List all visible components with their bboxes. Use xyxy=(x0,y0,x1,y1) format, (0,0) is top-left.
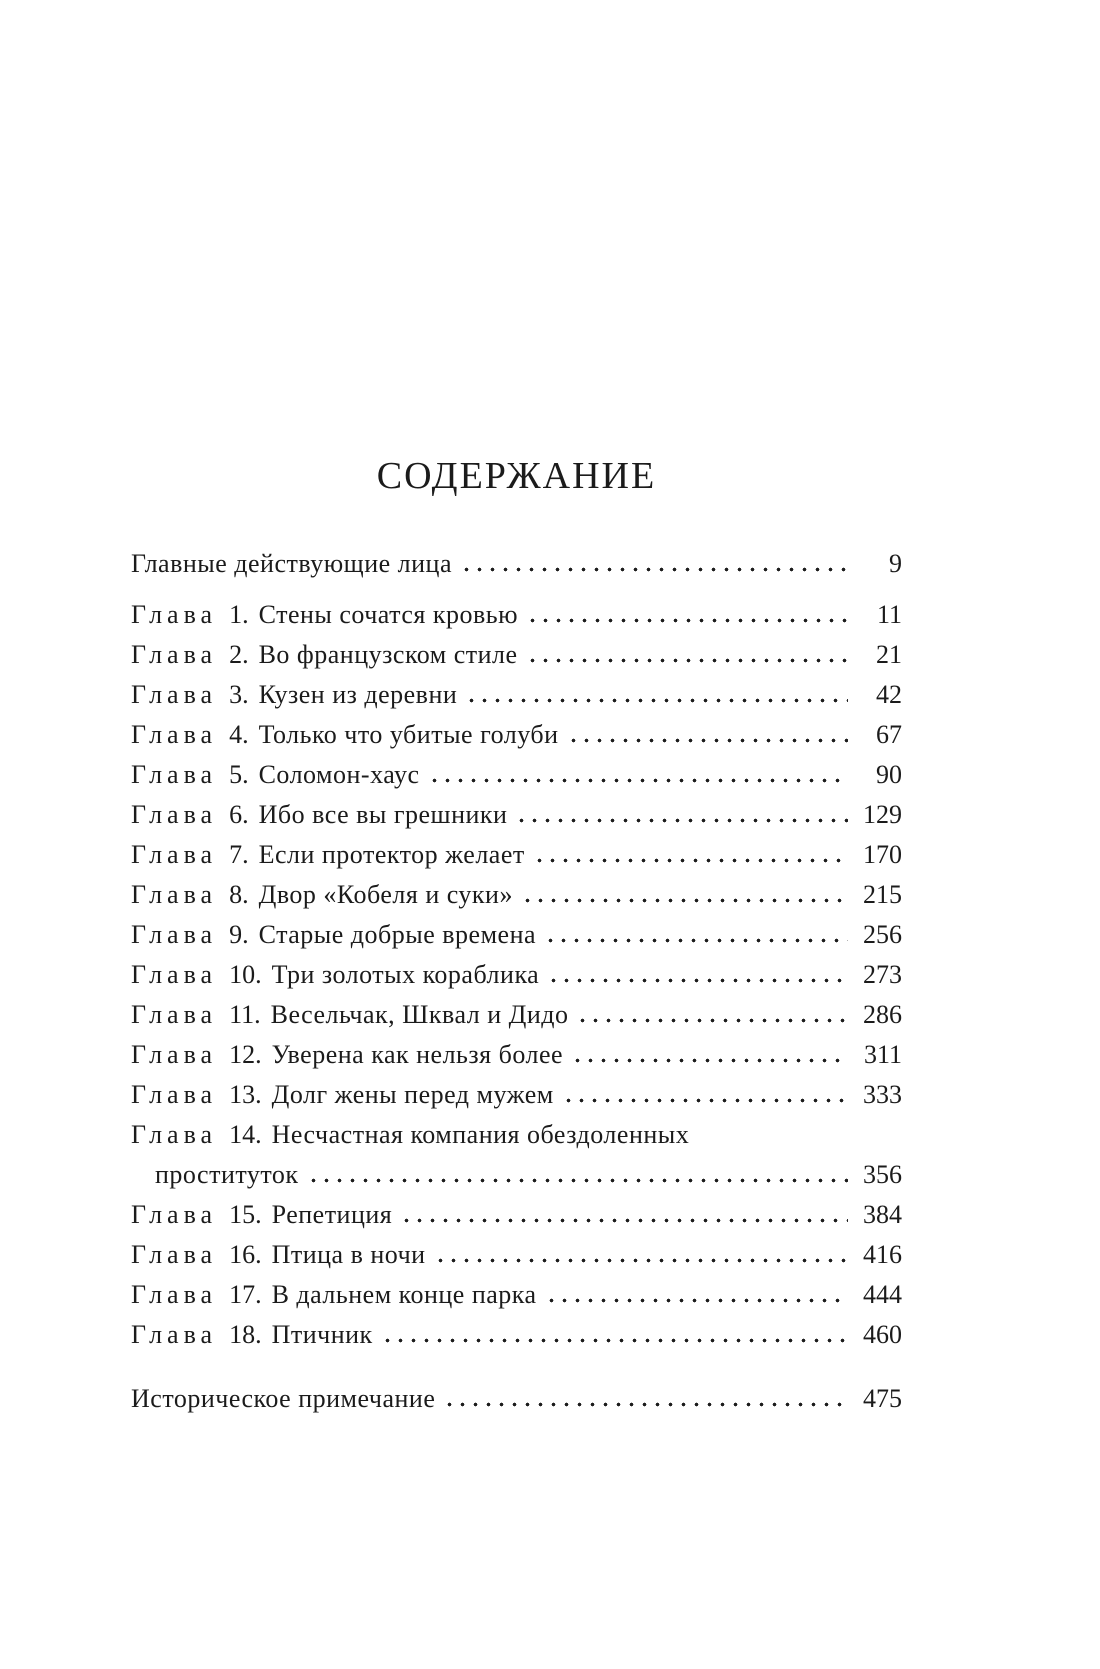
chapter-number: 4. xyxy=(229,720,249,749)
dot-leader xyxy=(562,1098,848,1103)
chapter-number: 5. xyxy=(229,760,249,789)
chapter-number: 8. xyxy=(229,880,249,909)
toc-page-number: 9 xyxy=(889,549,902,578)
toc-page-number: 273 xyxy=(863,960,902,989)
dot-leader xyxy=(526,618,848,623)
toc-chapter-entry xyxy=(131,755,902,795)
toc-chapter-entry xyxy=(131,915,902,955)
chapter-title: Птичник xyxy=(271,1320,373,1349)
toc-page-number: 444 xyxy=(863,1280,902,1309)
dot-leader xyxy=(544,938,848,943)
toc-chapter-entry xyxy=(131,1235,902,1275)
chapter-number: 17. xyxy=(229,1280,262,1309)
toc-page-number: 356 xyxy=(863,1160,902,1189)
toc-page-number: 256 xyxy=(863,920,902,949)
toc-page-number: 311 xyxy=(863,1040,902,1069)
toc-page-number: 129 xyxy=(863,800,902,829)
toc-chapter-entry xyxy=(131,1035,902,1075)
toc-page-number: 416 xyxy=(863,1240,902,1269)
dot-leader xyxy=(434,1258,848,1263)
chapter-word: Глава xyxy=(131,1240,218,1269)
chapter-title: Несчастная компания обездоленных xyxy=(271,1120,690,1149)
chapter-title-continuation: проституток xyxy=(155,1160,299,1189)
toc-page-number: 11 xyxy=(876,600,902,629)
toc-chapter-entry xyxy=(131,595,902,635)
toc-chapter-entry xyxy=(131,1195,902,1235)
dot-leader xyxy=(521,898,848,903)
chapter-title: Двор «Кобеля и суки» xyxy=(258,880,513,909)
chapter-word: Глава xyxy=(131,640,218,669)
chapter-word: Глава xyxy=(131,600,218,629)
toc-page-number: 215 xyxy=(863,880,902,909)
toc-front-item xyxy=(131,544,902,584)
chapter-word: Глава xyxy=(131,960,218,989)
toc-chapter-list xyxy=(131,595,902,1355)
chapter-word: Глава xyxy=(131,1200,218,1229)
dot-leader xyxy=(545,1298,848,1303)
dot-leader xyxy=(547,978,848,983)
toc-chapter-entry xyxy=(131,1315,902,1355)
toc-chapter-entry xyxy=(131,1275,902,1315)
toc-chapter-entry xyxy=(131,835,902,875)
chapter-title: Старые добрые времена xyxy=(258,920,537,949)
toc-page-number: 67 xyxy=(876,720,902,749)
dot-leader xyxy=(526,658,848,663)
chapter-title: Весельчак, Шквал и Дидо xyxy=(270,1000,569,1029)
table-of-contents xyxy=(131,0,902,1419)
toc-chapter-entry xyxy=(131,635,902,675)
toc-chapter-continuation xyxy=(131,1155,902,1195)
chapter-title: Кузен из деревни xyxy=(258,680,458,709)
toc-page-number: 475 xyxy=(863,1384,902,1413)
toc-page-number: 21 xyxy=(876,640,902,669)
dot-leader xyxy=(571,1058,848,1063)
chapter-word: Глава xyxy=(131,840,218,869)
toc-title: СОДЕРЖАНИЕ xyxy=(376,455,657,497)
dot-leader xyxy=(307,1178,848,1183)
toc-entry-title: Историческое примечание xyxy=(131,1384,436,1413)
toc-chapter-entry xyxy=(131,1115,902,1155)
chapter-number: 7. xyxy=(229,840,249,869)
chapter-number: 12. xyxy=(229,1040,262,1069)
toc-page-number: 333 xyxy=(863,1080,902,1109)
chapter-word: Глава xyxy=(131,1120,218,1149)
chapter-title: Во французском стиле xyxy=(258,640,518,669)
chapter-title: Долг жены перед мужем xyxy=(271,1080,554,1109)
chapter-word: Глава xyxy=(131,680,218,709)
dot-leader xyxy=(515,818,848,823)
dot-leader xyxy=(443,1402,848,1407)
dot-leader xyxy=(576,1018,848,1023)
chapter-title: Три золотых кораблика xyxy=(271,960,540,989)
dot-leader xyxy=(428,778,849,783)
toc-page-number: 460 xyxy=(863,1320,902,1349)
chapter-title: Если протектор желает xyxy=(258,840,525,869)
toc-chapter-entry xyxy=(131,1075,902,1115)
dot-leader xyxy=(381,1338,848,1343)
toc-page-number: 286 xyxy=(863,1000,902,1029)
chapter-word: Глава xyxy=(131,1080,218,1109)
dot-leader xyxy=(533,858,848,863)
toc-chapter-entry xyxy=(131,875,902,915)
toc-page-number: 384 xyxy=(863,1200,902,1229)
chapter-number: 3. xyxy=(229,680,249,709)
chapter-word: Глава xyxy=(131,760,218,789)
chapter-number: 10. xyxy=(229,960,262,989)
dot-leader xyxy=(400,1218,848,1223)
toc-page-number: 170 xyxy=(863,840,902,869)
chapter-number: 6. xyxy=(229,800,249,829)
toc-chapter-entry xyxy=(131,795,902,835)
dot-leader xyxy=(460,567,848,572)
dot-leader xyxy=(465,698,848,703)
chapter-number: 2. xyxy=(229,640,249,669)
toc-chapter-entry xyxy=(131,995,902,1035)
toc-page-number: 90 xyxy=(876,760,902,789)
toc-entry-title: Главные действующие лица xyxy=(131,549,453,578)
dot-leader xyxy=(567,738,848,743)
chapter-title: Репетиция xyxy=(271,1200,393,1229)
chapter-number: 15. xyxy=(229,1200,262,1229)
toc-chapter-entry xyxy=(131,955,902,995)
chapter-word: Глава xyxy=(131,1280,218,1309)
chapter-word: Глава xyxy=(131,1040,218,1069)
toc-chapter-entry xyxy=(131,675,902,715)
toc-chapter-entry xyxy=(131,715,902,755)
chapter-title: Стены сочатся кровью xyxy=(258,600,519,629)
chapter-title: Соломон-хаус xyxy=(258,760,420,789)
chapter-word: Глава xyxy=(131,1320,218,1349)
chapter-title: Уверена как нельзя более xyxy=(271,1040,564,1069)
chapter-number: 14. xyxy=(229,1120,262,1149)
chapter-word: Глава xyxy=(131,920,218,949)
chapter-title: Ибо все вы грешники xyxy=(258,800,508,829)
toc-back-item xyxy=(131,1379,902,1419)
chapter-word: Глава xyxy=(131,1000,218,1029)
chapter-word: Глава xyxy=(131,880,218,909)
toc-page-number: 42 xyxy=(876,680,902,709)
chapter-number: 18. xyxy=(229,1320,262,1349)
chapter-number: 13. xyxy=(229,1080,262,1109)
chapter-word: Глава xyxy=(131,720,218,749)
chapter-word: Глава xyxy=(131,800,218,829)
chapter-number: 9. xyxy=(229,920,249,949)
chapter-title: В дальнем конце парка xyxy=(271,1280,537,1309)
chapter-number: 1. xyxy=(229,600,249,629)
chapter-title: Только что убитые голуби xyxy=(258,720,559,749)
chapter-title: Птица в ночи xyxy=(271,1240,426,1269)
chapter-number: 11. xyxy=(229,1000,261,1029)
chapter-number: 16. xyxy=(229,1240,262,1269)
